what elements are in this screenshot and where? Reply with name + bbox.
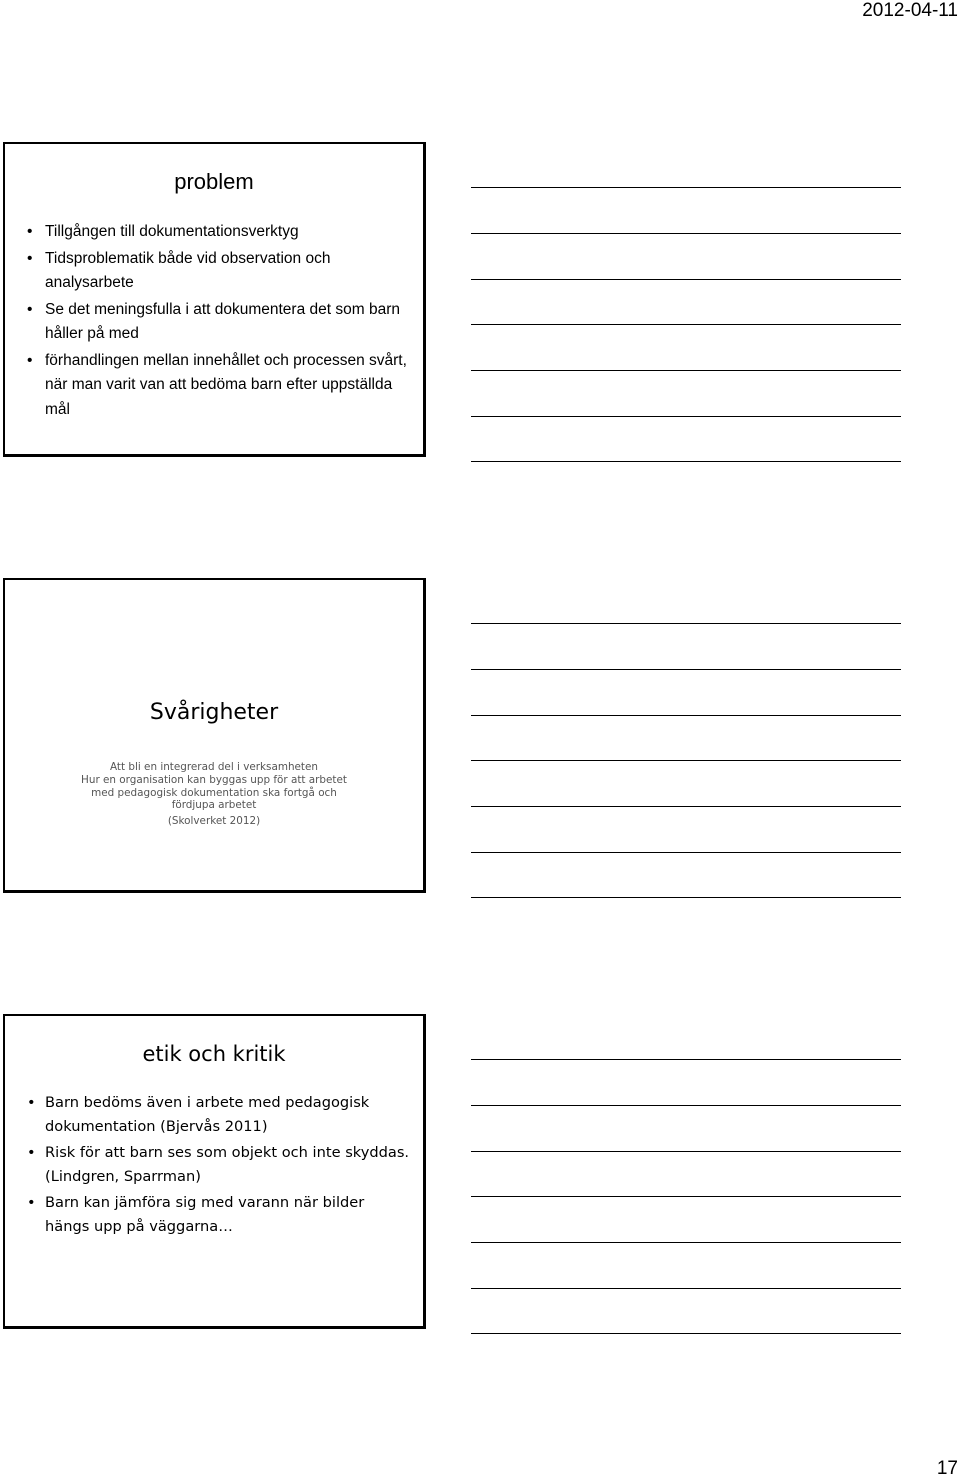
list-item: • Tidsproblematik både vid observation och analysarbete [27,247,413,296]
page-date: 2012-04-11 [862,0,958,21]
note-line [471,1196,901,1197]
note-line [471,1288,901,1289]
page-number: 17 [936,1458,958,1479]
list-item: • Tillgången till dokumentationsverktyg [27,220,413,245]
note-line [471,669,901,670]
note-line [471,760,901,761]
slide-etik-och-kritik [3,1014,426,1329]
note-line [471,897,901,898]
slide-title: etik och kritik [142,1042,286,1066]
slide-title: Svårigheter [149,700,279,725]
note-line [471,1151,901,1152]
slide-body [5,761,423,828]
note-line [471,416,901,417]
bullet-list [27,1091,413,1241]
body-line: (Skolverket 2012) [167,815,261,828]
list-item: • Barn kan jämföra sig med varann när bilder hängs upp på väggarna… [27,1191,413,1239]
note-line [471,324,901,325]
body-line: Att bli en integrerad del i verksamheten [110,761,318,773]
list-item: • Risk för att barn ses som objekt och inte skyddas. (Lindgren, Sparrman) [27,1141,413,1189]
bullet-list [27,220,413,424]
note-line [471,187,901,188]
note-line [471,1059,901,1060]
note-line [471,233,901,234]
body-line: med pedagogisk dokumentation ska fortgå och [91,786,337,799]
note-line [471,1105,901,1106]
note-line [471,852,901,853]
slide-title: problem [174,169,254,194]
body-line: Hur en organisation kan byggas upp för att arbetet [81,773,347,786]
note-line [471,279,901,280]
list-item: • förhandlingen mellan innehållet och processen svårt, när man varit van att bedöma barn efter uppställda mål [27,349,413,423]
note-line [471,370,901,371]
list-item: • Se det meningsfulla i att dokumentera det som barn håller på med [27,298,413,347]
note-line [471,1333,901,1334]
note-line [471,623,901,624]
note-line [471,715,901,716]
slide-problem [3,142,426,457]
body-line: fördjupa arbetet [171,799,257,812]
note-line [471,461,901,462]
note-line [471,806,901,807]
note-line [471,1242,901,1243]
list-item: • Barn bedöms även i arbete med pedagogisk dokumentation (Bjervås 2011) [27,1091,413,1139]
slide-svarigheter [3,578,426,893]
